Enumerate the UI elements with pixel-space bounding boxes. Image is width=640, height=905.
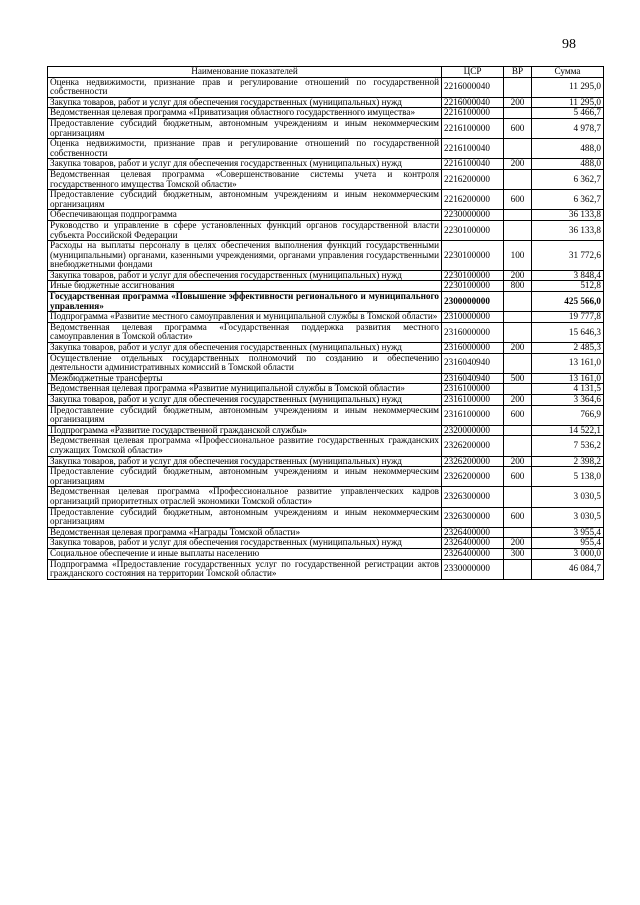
cell-vr [504,559,532,579]
cell-vr [504,487,532,507]
cell-sum: 955,4 [532,538,604,549]
cell-csr: 2326200000 [442,467,504,487]
cell-vr: 200 [504,270,532,281]
cell-vr [504,322,532,342]
cell-vr: 200 [504,538,532,549]
cell-vr: 600 [504,190,532,210]
cell-csr: 2326200000 [442,456,504,467]
cell-csr: 2326300000 [442,507,504,527]
cell-name: Социальное обеспечение и иные выплаты населению [48,548,442,559]
cell-name: Ведомственная целевая программа «Профессиональное развитие государственных гражданских служащих Томской области» [48,436,442,456]
cell-name: Закупка товаров, работ и услуг для обеспечения государственных (муниципальных) нужд [48,159,442,170]
cell-vr [504,169,532,189]
cell-csr: 2230000000 [442,210,504,221]
table-row [48,395,604,406]
table-row [48,220,604,240]
cell-csr: 2326400000 [442,538,504,549]
cell-sum: 11 295,0 [532,77,604,97]
cell-vr [504,108,532,119]
cell-vr [504,527,532,538]
cell-csr: 2216100040 [442,139,504,159]
cell-vr [504,384,532,395]
cell-name: Закупка товаров, работ и услуг для обеспечения государственных (муниципальных) нужд [48,395,442,406]
cell-name: Руководство и управление в сфере установленных функций органов государственной власти субъекта Российской Федерации [48,220,442,240]
cell-sum: 36 133,8 [532,210,604,221]
cell-csr: 2320000000 [442,425,504,436]
cell-name: Предоставление субсидий бюджетным, автономным учреждениям и иным некоммерческим организациям [48,405,442,425]
cell-vr: 600 [504,405,532,425]
cell-csr: 2326400000 [442,548,504,559]
cell-sum: 3 955,4 [532,527,604,538]
cell-sum: 2 398,2 [532,456,604,467]
cell-name: Межбюджетные трансферты [48,373,442,384]
table-row [48,292,604,312]
cell-name: Обеспечивающая подпрограмма [48,210,442,221]
table-row [48,159,604,170]
table-row [48,353,604,373]
cell-name: Предоставление субсидий бюджетным, автономным учреждениям и иным некоммерческим организациям [48,507,442,527]
cell-vr: 200 [504,97,532,108]
table-row [48,270,604,281]
cell-csr: 2216200000 [442,190,504,210]
cell-vr: 600 [504,118,532,138]
cell-csr: 2316040940 [442,373,504,384]
cell-sum: 4 131,5 [532,384,604,395]
table-row [48,456,604,467]
cell-sum: 46 084,7 [532,559,604,579]
cell-sum: 14 522,1 [532,425,604,436]
cell-vr: 600 [504,507,532,527]
cell-name: Подпрограмма «Развитие местного самоуправления и муниципальной службы в Томской области» [48,312,442,323]
cell-vr: 100 [504,241,532,271]
cell-sum: 3 848,4 [532,270,604,281]
cell-vr [504,353,532,373]
table-row [48,384,604,395]
table-row [48,241,604,271]
cell-vr: 200 [504,343,532,354]
header-vr: ВР [504,67,532,78]
table-row [48,210,604,221]
cell-csr: 2326200000 [442,436,504,456]
cell-vr [504,425,532,436]
cell-vr: 800 [504,281,532,292]
cell-csr: 2316000000 [442,343,504,354]
cell-name: Подпрограмма «Развитие государственной гражданской службы» [48,425,442,436]
table-row [48,538,604,549]
table-row [48,425,604,436]
table-row [48,487,604,507]
budget-table [47,66,604,580]
cell-vr [504,220,532,240]
cell-sum: 3 364,6 [532,395,604,406]
cell-name: Расходы на выплаты персоналу в целях обеспечения выполнения функций государственными (муниципальными) органами, казенными учреждениями, органами управления государственными внебюджетными фондами [48,241,442,271]
cell-name: Закупка товаров, работ и услуг для обеспечения государственных (муниципальных) нужд [48,270,442,281]
cell-csr: 2216000040 [442,97,504,108]
cell-csr: 2216100000 [442,108,504,119]
table-row [48,139,604,159]
cell-csr: 2316100000 [442,395,504,406]
cell-csr: 2316100000 [442,384,504,395]
cell-vr: 300 [504,548,532,559]
cell-sum: 13 161,0 [532,353,604,373]
cell-name: Иные бюджетные ассигнования [48,281,442,292]
cell-name: Ведомственная целевая программа «Совершенствование системы учета и контроля государственного имущества Томской области» [48,169,442,189]
cell-name: Закупка товаров, работ и услуг для обеспечения государственных (муниципальных) нужд [48,343,442,354]
cell-csr: 2316100000 [442,405,504,425]
cell-vr [504,139,532,159]
table-row [48,467,604,487]
cell-sum: 5 466,7 [532,108,604,119]
cell-vr [504,436,532,456]
cell-vr: 500 [504,373,532,384]
table-row [48,436,604,456]
cell-vr: 200 [504,456,532,467]
cell-name: Ведомственная целевая программа «Развитие муниципальной службы в Томской области» [48,384,442,395]
cell-sum: 766,9 [532,405,604,425]
cell-sum: 5 138,0 [532,467,604,487]
cell-vr [504,210,532,221]
cell-name: Ведомственная целевая программа «Профессиональное развитие управленческих кадров организаций приоритетных отраслей экономики Томской области» [48,487,442,507]
cell-csr: 2326300000 [442,487,504,507]
cell-name: Оценка недвижимости, признание прав и регулирование отношений по государственной собственности [48,139,442,159]
table-row [48,373,604,384]
table-row [48,527,604,538]
header-name: Наименование показателей [48,67,442,78]
cell-name: Предоставление субсидий бюджетным, автономным учреждениям и иным некоммерческим организациям [48,190,442,210]
cell-name: Закупка товаров, работ и услуг для обеспечения государственных (муниципальных) нужд [48,538,442,549]
cell-name: Ведомственная целевая программа «Приватизация областного государственного имущества» [48,108,442,119]
cell-name: Государственная программа «Повышение эффективности регионального и муниципального управления» [48,292,442,312]
table-row [48,108,604,119]
cell-sum: 36 133,8 [532,220,604,240]
cell-name: Ведомственная целевая программа «Государственная поддержка развития местного самоуправления в Томской области» [48,322,442,342]
cell-name: Подпрограмма «Предоставление государственных услуг по государственной регистрации актов гражданского состояния на территории Томской области» [48,559,442,579]
cell-vr [504,77,532,97]
table-row [48,312,604,323]
table-row [48,507,604,527]
table-row [48,548,604,559]
cell-sum: 4 978,7 [532,118,604,138]
cell-csr: 2216100000 [442,118,504,138]
cell-csr: 2216200000 [442,169,504,189]
table-row [48,77,604,97]
cell-name: Закупка товаров, работ и услуг для обеспечения государственных (муниципальных) нужд [48,456,442,467]
cell-csr: 2230100000 [442,270,504,281]
cell-sum: 11 295,0 [532,97,604,108]
cell-vr [504,292,532,312]
cell-sum: 31 772,6 [532,241,604,271]
cell-vr: 600 [504,467,532,487]
cell-sum: 488,0 [532,159,604,170]
cell-name: Закупка товаров, работ и услуг для обеспечения государственных (муниципальных) нужд [48,97,442,108]
table-header-row [48,67,604,78]
table-row [48,322,604,342]
cell-csr: 2230100000 [442,220,504,240]
table-body [48,77,604,579]
cell-name: Ведомственная целевая программа «Награды Томской области» [48,527,442,538]
cell-name: Предоставление субсидий бюджетным, автономным учреждениям и иным некоммерческим организациям [48,118,442,138]
cell-csr: 2230100000 [442,241,504,271]
table-row [48,281,604,292]
cell-sum: 488,0 [532,139,604,159]
header-sum: Сумма [532,67,604,78]
cell-csr: 2216100040 [442,159,504,170]
cell-vr: 200 [504,395,532,406]
cell-sum: 3 030,5 [532,487,604,507]
cell-sum: 512,8 [532,281,604,292]
cell-csr: 2310000000 [442,312,504,323]
cell-sum: 6 362,7 [532,169,604,189]
cell-csr: 2316040940 [442,353,504,373]
cell-vr: 200 [504,159,532,170]
cell-sum: 425 566,0 [532,292,604,312]
cell-csr: 2300000000 [442,292,504,312]
cell-sum: 2 485,3 [532,343,604,354]
cell-sum: 6 362,7 [532,190,604,210]
cell-csr: 2216000040 [442,77,504,97]
cell-name: Оценка недвижимости, признание прав и регулирование отношений по государственной собственности [48,77,442,97]
table-row [48,343,604,354]
cell-name: Предоставление субсидий бюджетным, автономным учреждениям и иным некоммерческим организациям [48,467,442,487]
cell-sum: 3 000,0 [532,548,604,559]
header-csr: ЦСР [442,67,504,78]
cell-sum: 7 536,2 [532,436,604,456]
table-row [48,405,604,425]
cell-sum: 13 161,0 [532,373,604,384]
page-number: 98 [562,37,576,52]
cell-csr: 2330000000 [442,559,504,579]
cell-name: Осуществление отдельных государственных полномочий по созданию и обеспечению деятельности административных комиссий в Томской области [48,353,442,373]
cell-sum: 3 030,5 [532,507,604,527]
table-row [48,97,604,108]
cell-sum: 19 777,8 [532,312,604,323]
cell-csr: 2316000000 [442,322,504,342]
cell-sum: 15 646,3 [532,322,604,342]
cell-vr [504,312,532,323]
table-row [48,190,604,210]
cell-csr: 2326400000 [442,527,504,538]
table-row [48,118,604,138]
table-row [48,559,604,579]
table-row [48,169,604,189]
cell-csr: 2230100000 [442,281,504,292]
